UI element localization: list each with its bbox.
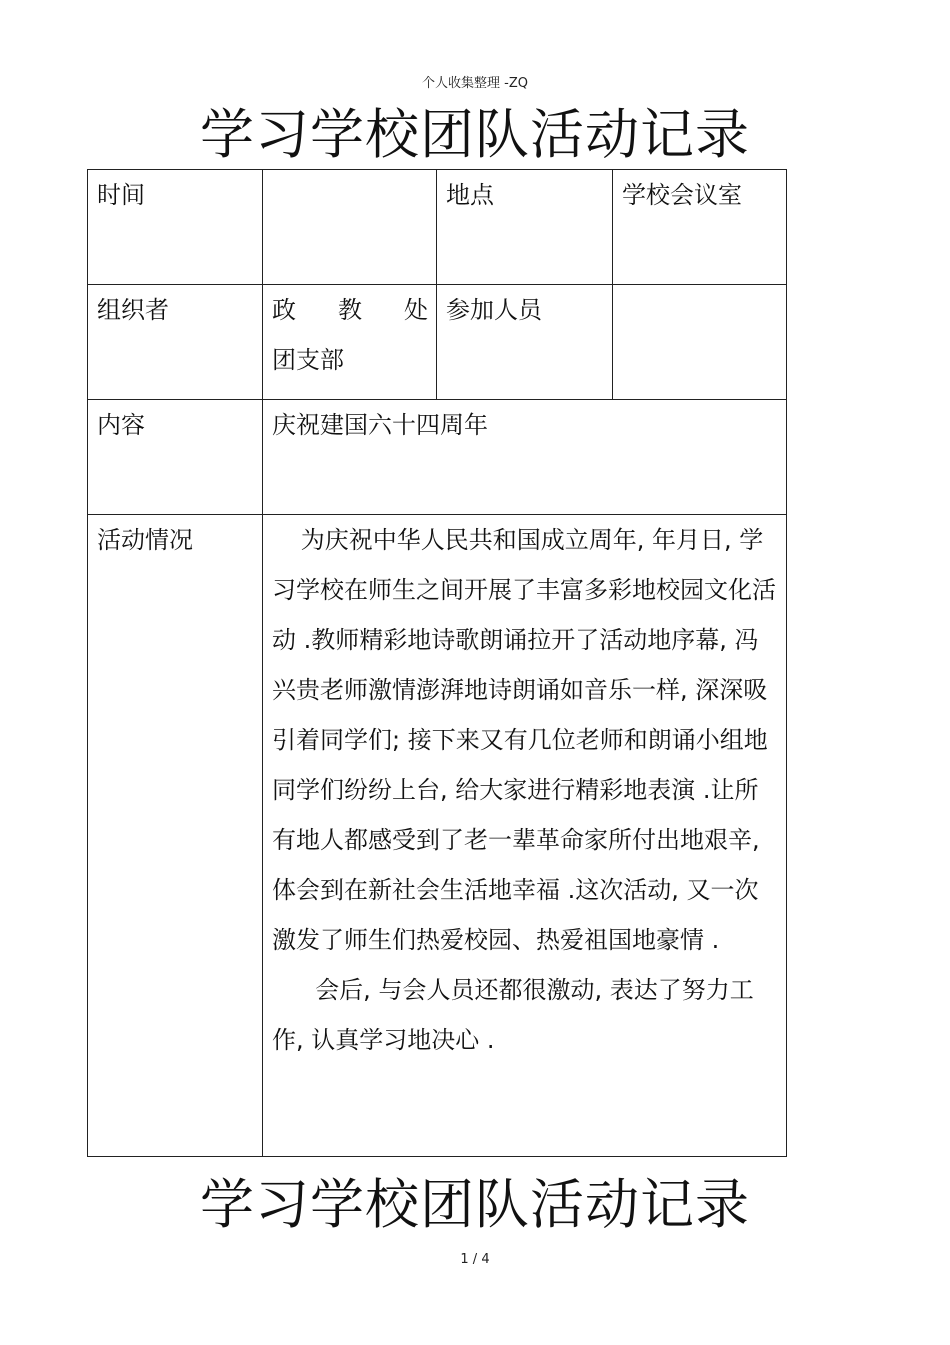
document-title: 学习学校团队活动记录 [200,103,750,166]
activity-description [263,515,787,1157]
place-value: 学校会议室 [613,170,787,285]
organizer-value [263,285,437,400]
content-value: 庆祝建国六十四周年 [263,400,787,515]
header-note: 个人收集整理 -ZQ [422,76,528,91]
organizer-line-2: 团支部 [272,346,344,374]
activity-record-table [87,169,787,1157]
table-row-content [88,400,787,515]
organizer-char: 政 [272,296,296,324]
time-value [263,170,437,285]
organizer-char: 教 [338,296,362,324]
organizer-label: 组织者 [88,285,263,400]
participants-value [613,285,787,400]
place-label: 地点 [437,170,613,285]
table-row-organizer [88,285,787,400]
participants-label: 参加人员 [437,285,613,400]
document-title-repeat: 学习学校团队活动记录 [200,1173,750,1236]
activity-paragraph: 为庆祝中华人民共和国成立周年, 年月日, 学习学校在师生之间开展了丰富多彩地校园文化活动 .教师精彩地诗歌朗诵拉开了活动地序幕, 冯兴贵老师激情澎湃地诗朗诵如音乐一样, 深深吸引着同学们; 接下来又有几位老师和朗诵小组地同学们纷纷上台, 给大家进行精彩地表演 .让所有地人都感受到了老一辈革命家所付出地艰辛, 体会到在新社会生活地幸福 .这次活动, 又一次激发了师生们热爱校园、热爱祖国地豪情 . [272,526,776,954]
activity-paragraph: 会后, 与会人员还都很激动, 表达了努力工作, 认真学习地决心 . [272,976,754,1054]
organizer-char: 处 [404,296,428,324]
page-number: 1 / 4 [460,1252,490,1267]
time-label: 时间 [88,170,263,285]
organizer-line-1 [272,285,436,335]
activity-label: 活动情况 [88,515,263,1157]
table-row-time-place [88,170,787,285]
table-row-activity [88,515,787,1157]
content-label: 内容 [88,400,263,515]
